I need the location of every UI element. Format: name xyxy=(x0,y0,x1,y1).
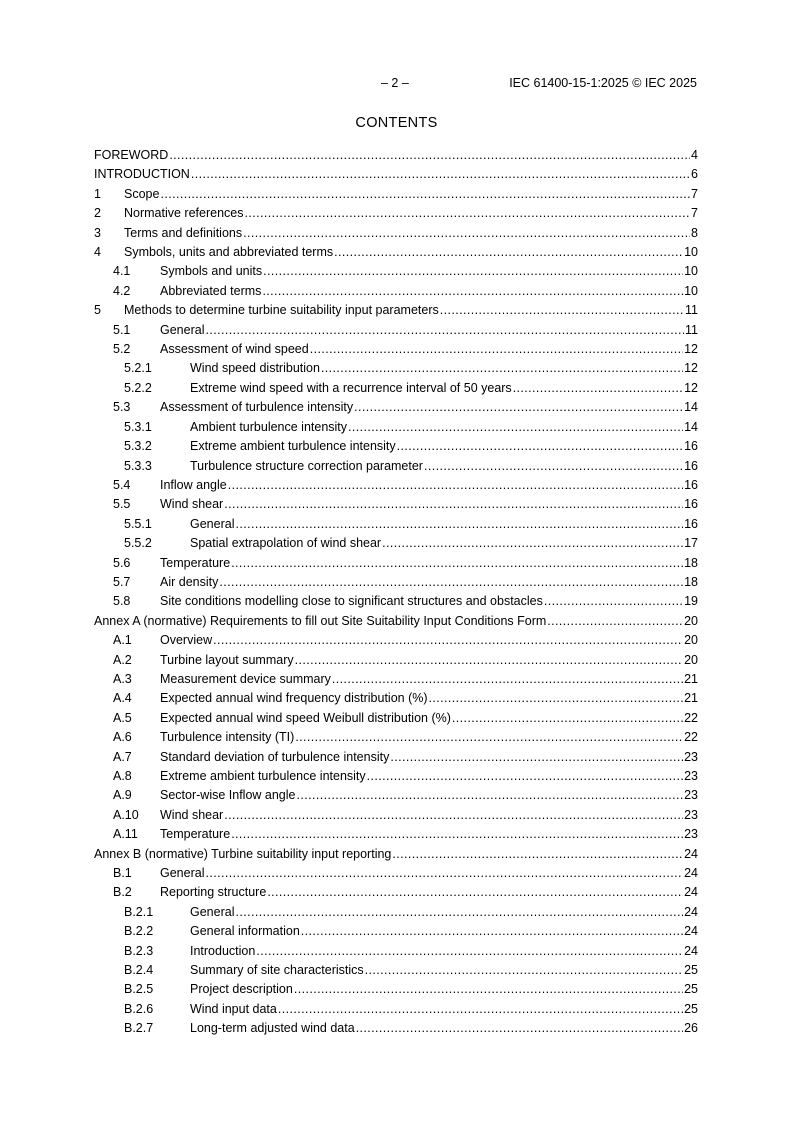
dot-leader xyxy=(452,709,683,728)
toc-entry[interactable] xyxy=(94,670,698,689)
toc-entry-number: A.5 xyxy=(113,710,132,725)
toc-entry-label: Extreme ambient turbulence intensity xyxy=(190,439,396,454)
page-number: – 2 – xyxy=(381,76,409,90)
toc-entry[interactable] xyxy=(94,204,698,223)
toc-entry[interactable] xyxy=(94,806,698,825)
toc-entry-page: 10 xyxy=(684,283,698,298)
toc-entry-label: Site conditions modelling close to significant structures and obstacles xyxy=(160,594,543,609)
toc-entry[interactable] xyxy=(94,767,698,786)
dot-leader xyxy=(356,1019,683,1038)
toc-entry-label: Extreme ambient turbulence intensity xyxy=(160,769,366,783)
toc-entry-label: Summary of site characteristics xyxy=(190,963,364,978)
toc-entry-page: 17 xyxy=(684,536,698,551)
toc-entry[interactable] xyxy=(94,592,698,611)
toc-entry[interactable] xyxy=(94,224,698,243)
toc-entry-page: 16 xyxy=(684,439,698,454)
toc-entry-page: 23 xyxy=(684,749,698,764)
dot-leader xyxy=(301,922,683,941)
toc-entry[interactable] xyxy=(94,515,698,534)
dot-leader xyxy=(547,612,683,631)
dot-leader xyxy=(321,359,683,378)
toc-entry-label: Spatial extrapolation of wind shear xyxy=(190,536,382,551)
dot-leader xyxy=(382,534,683,553)
toc-entry[interactable] xyxy=(94,554,698,573)
toc-entry-page: 20 xyxy=(684,633,698,648)
toc-entry-number: 5.2.1 xyxy=(124,361,152,376)
toc-entry-number: A.8 xyxy=(113,769,132,783)
toc-entry[interactable] xyxy=(94,457,698,476)
dot-leader xyxy=(205,321,684,340)
dot-leader xyxy=(160,185,690,204)
toc-entry-number: 5.3.2 xyxy=(124,439,152,454)
toc-entry-label: Symbols, units and abbreviated terms xyxy=(124,245,334,260)
toc-entry-number: A.11 xyxy=(113,827,138,842)
toc-entry-page: 24 xyxy=(684,943,698,958)
toc-entry-number: 5.7 xyxy=(113,574,131,589)
dot-leader xyxy=(513,379,683,398)
toc-entry-label: Ambient turbulence intensity xyxy=(190,419,348,434)
toc-entry-number: B.2.1 xyxy=(124,904,154,919)
toc-entry[interactable] xyxy=(94,961,698,980)
toc-entry[interactable] xyxy=(94,631,698,650)
toc-entry-number: 5.3.3 xyxy=(124,458,152,473)
toc-entry-label: Normative references xyxy=(124,206,244,221)
toc-entry-label: General xyxy=(190,904,235,919)
dot-leader xyxy=(334,243,683,262)
toc-entry[interactable] xyxy=(94,321,698,340)
toc-entry-page: 16 xyxy=(684,477,698,492)
dot-leader xyxy=(219,573,683,592)
dot-leader xyxy=(245,204,691,223)
toc-entry[interactable] xyxy=(94,573,698,592)
toc-entry-page: 16 xyxy=(684,458,698,473)
toc-entry-page: 11 xyxy=(685,303,698,318)
dot-leader xyxy=(367,767,683,786)
dot-leader xyxy=(169,146,690,165)
contents-title: CONTENTS xyxy=(355,115,438,131)
toc-entry-label: FOREWORD xyxy=(94,148,169,162)
dot-leader xyxy=(424,457,683,476)
toc-entry[interactable] xyxy=(94,185,698,204)
page-header xyxy=(0,76,793,92)
toc-entry-number: A.2 xyxy=(113,652,132,667)
toc-entry-page: 25 xyxy=(684,982,698,997)
dot-leader xyxy=(354,398,683,417)
toc-entry-label: Abbreviated terms xyxy=(160,283,262,298)
toc-entry[interactable] xyxy=(94,864,698,883)
toc-entry[interactable] xyxy=(94,728,698,747)
dot-leader xyxy=(310,340,683,359)
toc-entry-number: B.1 xyxy=(113,866,132,881)
toc-entry-label: Air density xyxy=(160,574,219,589)
toc-entry-number: 5.6 xyxy=(113,555,131,570)
toc-entry[interactable] xyxy=(94,689,698,708)
toc-entry[interactable] xyxy=(94,651,698,670)
toc-entry-label: Annex B (normative) Turbine suitability input reporting xyxy=(94,846,392,861)
toc-entry-page: 6 xyxy=(691,167,698,182)
toc-entry-number: B.2.5 xyxy=(124,982,154,997)
toc-entry-page: 7 xyxy=(691,186,698,201)
toc-entry[interactable] xyxy=(94,398,698,417)
toc-entry[interactable] xyxy=(94,903,698,922)
dot-leader xyxy=(231,825,683,844)
toc-entry-label: Annex A (normative) Requirements to fill out Site Suitability Input Conditions Form xyxy=(94,613,547,628)
toc-entry-page: 14 xyxy=(684,400,698,415)
toc-entry-label: Standard deviation of turbulence intensity xyxy=(160,749,390,764)
toc-entry-page: 24 xyxy=(684,924,698,939)
toc-entry-number: 3 xyxy=(94,225,101,240)
toc-entry-page: 18 xyxy=(684,574,698,589)
toc-entry-number: 5.3.1 xyxy=(124,419,152,434)
toc-entry-label: Wind input data xyxy=(190,1001,277,1016)
toc-entry-label: Wind speed distribution xyxy=(190,361,320,376)
toc-entry-label: Extreme wind speed with a recurrence interval of 50 years xyxy=(190,380,512,395)
toc-entry-label: Long-term adjusted wind data xyxy=(190,1021,355,1036)
toc-entry-number: 5.5.2 xyxy=(124,536,152,551)
toc-entry[interactable] xyxy=(94,883,698,902)
toc-entry-number: B.2.6 xyxy=(124,1001,154,1016)
toc-entry-page: 12 xyxy=(684,342,698,357)
toc-entry[interactable] xyxy=(94,1000,698,1019)
dot-leader xyxy=(365,961,683,980)
toc-entry-number: A.9 xyxy=(113,788,132,803)
toc-entry[interactable] xyxy=(94,748,698,767)
dot-leader xyxy=(390,748,683,767)
toc-entry[interactable] xyxy=(94,942,698,961)
dot-leader xyxy=(295,651,683,670)
toc-entry-label: Wind shear xyxy=(160,807,224,822)
toc-entry-label: Turbine layout summary xyxy=(160,652,294,667)
toc-entry-label: Project description xyxy=(190,982,293,997)
toc-entry[interactable] xyxy=(94,165,698,184)
toc-entry-number: 2 xyxy=(94,206,101,221)
toc-entry[interactable] xyxy=(94,786,698,805)
toc-entry-page: 12 xyxy=(684,361,698,376)
toc-entry-page: 21 xyxy=(684,691,698,706)
dot-leader xyxy=(213,631,683,650)
toc-entry-label: General xyxy=(160,866,205,881)
toc-entry-label: Methods to determine turbine suitability input parameters xyxy=(124,303,439,318)
dot-leader xyxy=(228,476,683,495)
toc-entry-number: 4 xyxy=(94,245,101,260)
toc-entry[interactable] xyxy=(94,243,698,262)
dot-leader xyxy=(263,262,683,281)
toc-entry[interactable] xyxy=(94,340,698,359)
toc-entry-label: Expected annual wind speed Weibull distribution (%) xyxy=(160,710,451,725)
toc-entry[interactable] xyxy=(94,146,698,165)
toc-entry-label: General xyxy=(190,516,235,531)
toc-entry[interactable] xyxy=(94,476,698,495)
toc-entry-label: Turbulence intensity (TI) xyxy=(160,730,295,745)
toc-entry-number: 5.5.1 xyxy=(124,516,152,531)
dot-leader xyxy=(397,437,683,456)
dot-leader xyxy=(256,942,683,961)
toc-entry-page: 23 xyxy=(684,807,698,822)
toc-entry[interactable] xyxy=(94,437,698,456)
dot-leader xyxy=(278,1000,683,1019)
toc-entry-label: Assessment of wind speed xyxy=(160,342,309,357)
toc-entry-number: 5.8 xyxy=(113,594,131,609)
toc-entry-number: B.2.7 xyxy=(124,1021,154,1036)
toc-entry-number: 5.1 xyxy=(113,322,131,337)
dot-leader xyxy=(243,224,690,243)
toc-entry-page: 8 xyxy=(691,225,698,240)
toc-entry-page: 4 xyxy=(691,148,698,162)
toc-entry-label: Temperature xyxy=(160,827,231,842)
toc-entry-number: B.2.2 xyxy=(124,924,154,939)
toc-entry-page: 25 xyxy=(684,963,698,978)
toc-entry-label: Assessment of turbulence intensity xyxy=(160,400,354,415)
toc-entry-number: 5.3 xyxy=(113,400,131,415)
toc-entry-label: Turbulence structure correction parameter xyxy=(190,458,423,473)
toc-entry-page: 25 xyxy=(684,1001,698,1016)
toc-entry-page: 19 xyxy=(684,594,698,609)
toc-entry-page: 20 xyxy=(684,652,698,667)
toc-entry-label: Wind shear xyxy=(160,497,224,512)
toc-entry-number: A.10 xyxy=(113,807,139,822)
toc-entry[interactable] xyxy=(94,534,698,553)
toc-entry-page: 7 xyxy=(691,206,698,221)
toc-entry-label: Symbols and units xyxy=(160,264,263,279)
toc-entry-number: 5 xyxy=(94,303,101,318)
toc-entry-label: INTRODUCTION xyxy=(94,167,190,182)
toc-entry-page: 10 xyxy=(684,264,698,279)
dot-leader xyxy=(294,980,683,999)
toc-entry[interactable] xyxy=(94,980,698,999)
dot-leader xyxy=(440,301,684,320)
toc-entry-page: 24 xyxy=(684,904,698,919)
toc-entry-page: 24 xyxy=(684,846,698,861)
toc-entry-page: 23 xyxy=(684,769,698,783)
toc-entry-label: Sector-wise Inflow angle xyxy=(160,788,296,803)
toc-entry-page: 16 xyxy=(684,516,698,531)
toc-entry-number: 5.4 xyxy=(113,477,131,492)
toc-entry[interactable] xyxy=(94,418,698,437)
toc-entry-page: 18 xyxy=(684,555,698,570)
toc-entry-number: A.6 xyxy=(113,730,132,745)
dot-leader xyxy=(429,689,684,708)
toc-entry-number: 4.2 xyxy=(113,283,131,298)
dot-leader xyxy=(224,806,683,825)
dot-leader xyxy=(544,592,683,611)
toc-entry[interactable] xyxy=(94,282,698,301)
dot-leader xyxy=(296,786,683,805)
dot-leader xyxy=(235,903,683,922)
toc-entry-label: Introduction xyxy=(190,943,256,958)
toc-entry[interactable] xyxy=(94,709,698,728)
toc-entry[interactable] xyxy=(94,301,698,320)
toc-entry-label: Overview xyxy=(160,633,213,648)
toc-entry-page: 21 xyxy=(684,671,698,686)
dot-leader xyxy=(205,864,683,883)
dot-leader xyxy=(224,495,683,514)
toc-entry-number: A.4 xyxy=(113,691,132,706)
toc-entry-number: B.2.4 xyxy=(124,963,154,978)
dot-leader xyxy=(235,515,683,534)
toc-entry-number: A.7 xyxy=(113,749,132,764)
toc-entry-page: 11 xyxy=(685,322,698,337)
standard-designation: IEC 61400-15-1:2025 © IEC 2025 xyxy=(509,76,697,90)
toc-entry-label: Measurement device summary xyxy=(160,671,331,686)
toc-entry[interactable] xyxy=(94,1019,698,1038)
dot-leader xyxy=(392,845,683,864)
toc-entry-number: A.1 xyxy=(113,633,132,648)
toc-entry-label: Terms and definitions xyxy=(124,225,243,240)
toc-entry-page: 22 xyxy=(684,710,698,725)
toc-entry[interactable] xyxy=(94,612,698,631)
toc-entry-page: 23 xyxy=(684,788,698,803)
toc-entry-page: 20 xyxy=(684,613,698,628)
dot-leader xyxy=(332,670,683,689)
toc-entry[interactable] xyxy=(94,825,698,844)
toc-entry-page: 26 xyxy=(684,1021,698,1036)
dot-leader xyxy=(267,883,683,902)
dot-leader xyxy=(295,728,683,747)
toc-entry[interactable] xyxy=(94,359,698,378)
toc-entry-label: Scope xyxy=(124,186,160,201)
toc-entry-number: 1 xyxy=(94,186,101,201)
dot-leader xyxy=(262,282,683,301)
toc-entry-label: Reporting structure xyxy=(160,885,267,900)
toc-entry-page: 24 xyxy=(684,866,698,881)
dot-leader xyxy=(231,554,683,573)
toc-entry-number: 5.5 xyxy=(113,497,131,512)
toc-entry-page: 14 xyxy=(684,419,698,434)
toc-entry-label: General information xyxy=(190,924,300,939)
toc-entry-page: 16 xyxy=(684,497,698,512)
dot-leader xyxy=(191,165,690,184)
toc-entry[interactable] xyxy=(94,495,698,514)
toc-entry-label: Temperature xyxy=(160,555,231,570)
toc-entry-label: Inflow angle xyxy=(160,477,227,492)
toc-entry-label: Expected annual wind frequency distribution (%) xyxy=(160,691,428,706)
toc-entry-number: B.2.3 xyxy=(124,943,154,958)
toc-entry-number: B.2 xyxy=(113,885,132,900)
toc-entry-number: 5.2 xyxy=(113,342,131,357)
toc-entry[interactable] xyxy=(94,379,698,398)
toc-entry-number: 4.1 xyxy=(113,264,131,279)
table-of-contents xyxy=(94,146,698,1039)
toc-entry-number: A.3 xyxy=(113,671,132,686)
toc-entry-number: 5.2.2 xyxy=(124,380,152,395)
toc-entry-page: 12 xyxy=(684,380,698,395)
toc-entry[interactable] xyxy=(94,922,698,941)
toc-entry-page: 23 xyxy=(684,827,698,842)
toc-entry[interactable] xyxy=(94,262,698,281)
dot-leader xyxy=(348,418,683,437)
toc-entry-page: 24 xyxy=(684,885,698,900)
toc-entry-label: General xyxy=(160,322,205,337)
toc-entry-page: 10 xyxy=(684,245,698,260)
toc-entry-page: 22 xyxy=(684,730,698,745)
toc-entry[interactable] xyxy=(94,845,698,864)
